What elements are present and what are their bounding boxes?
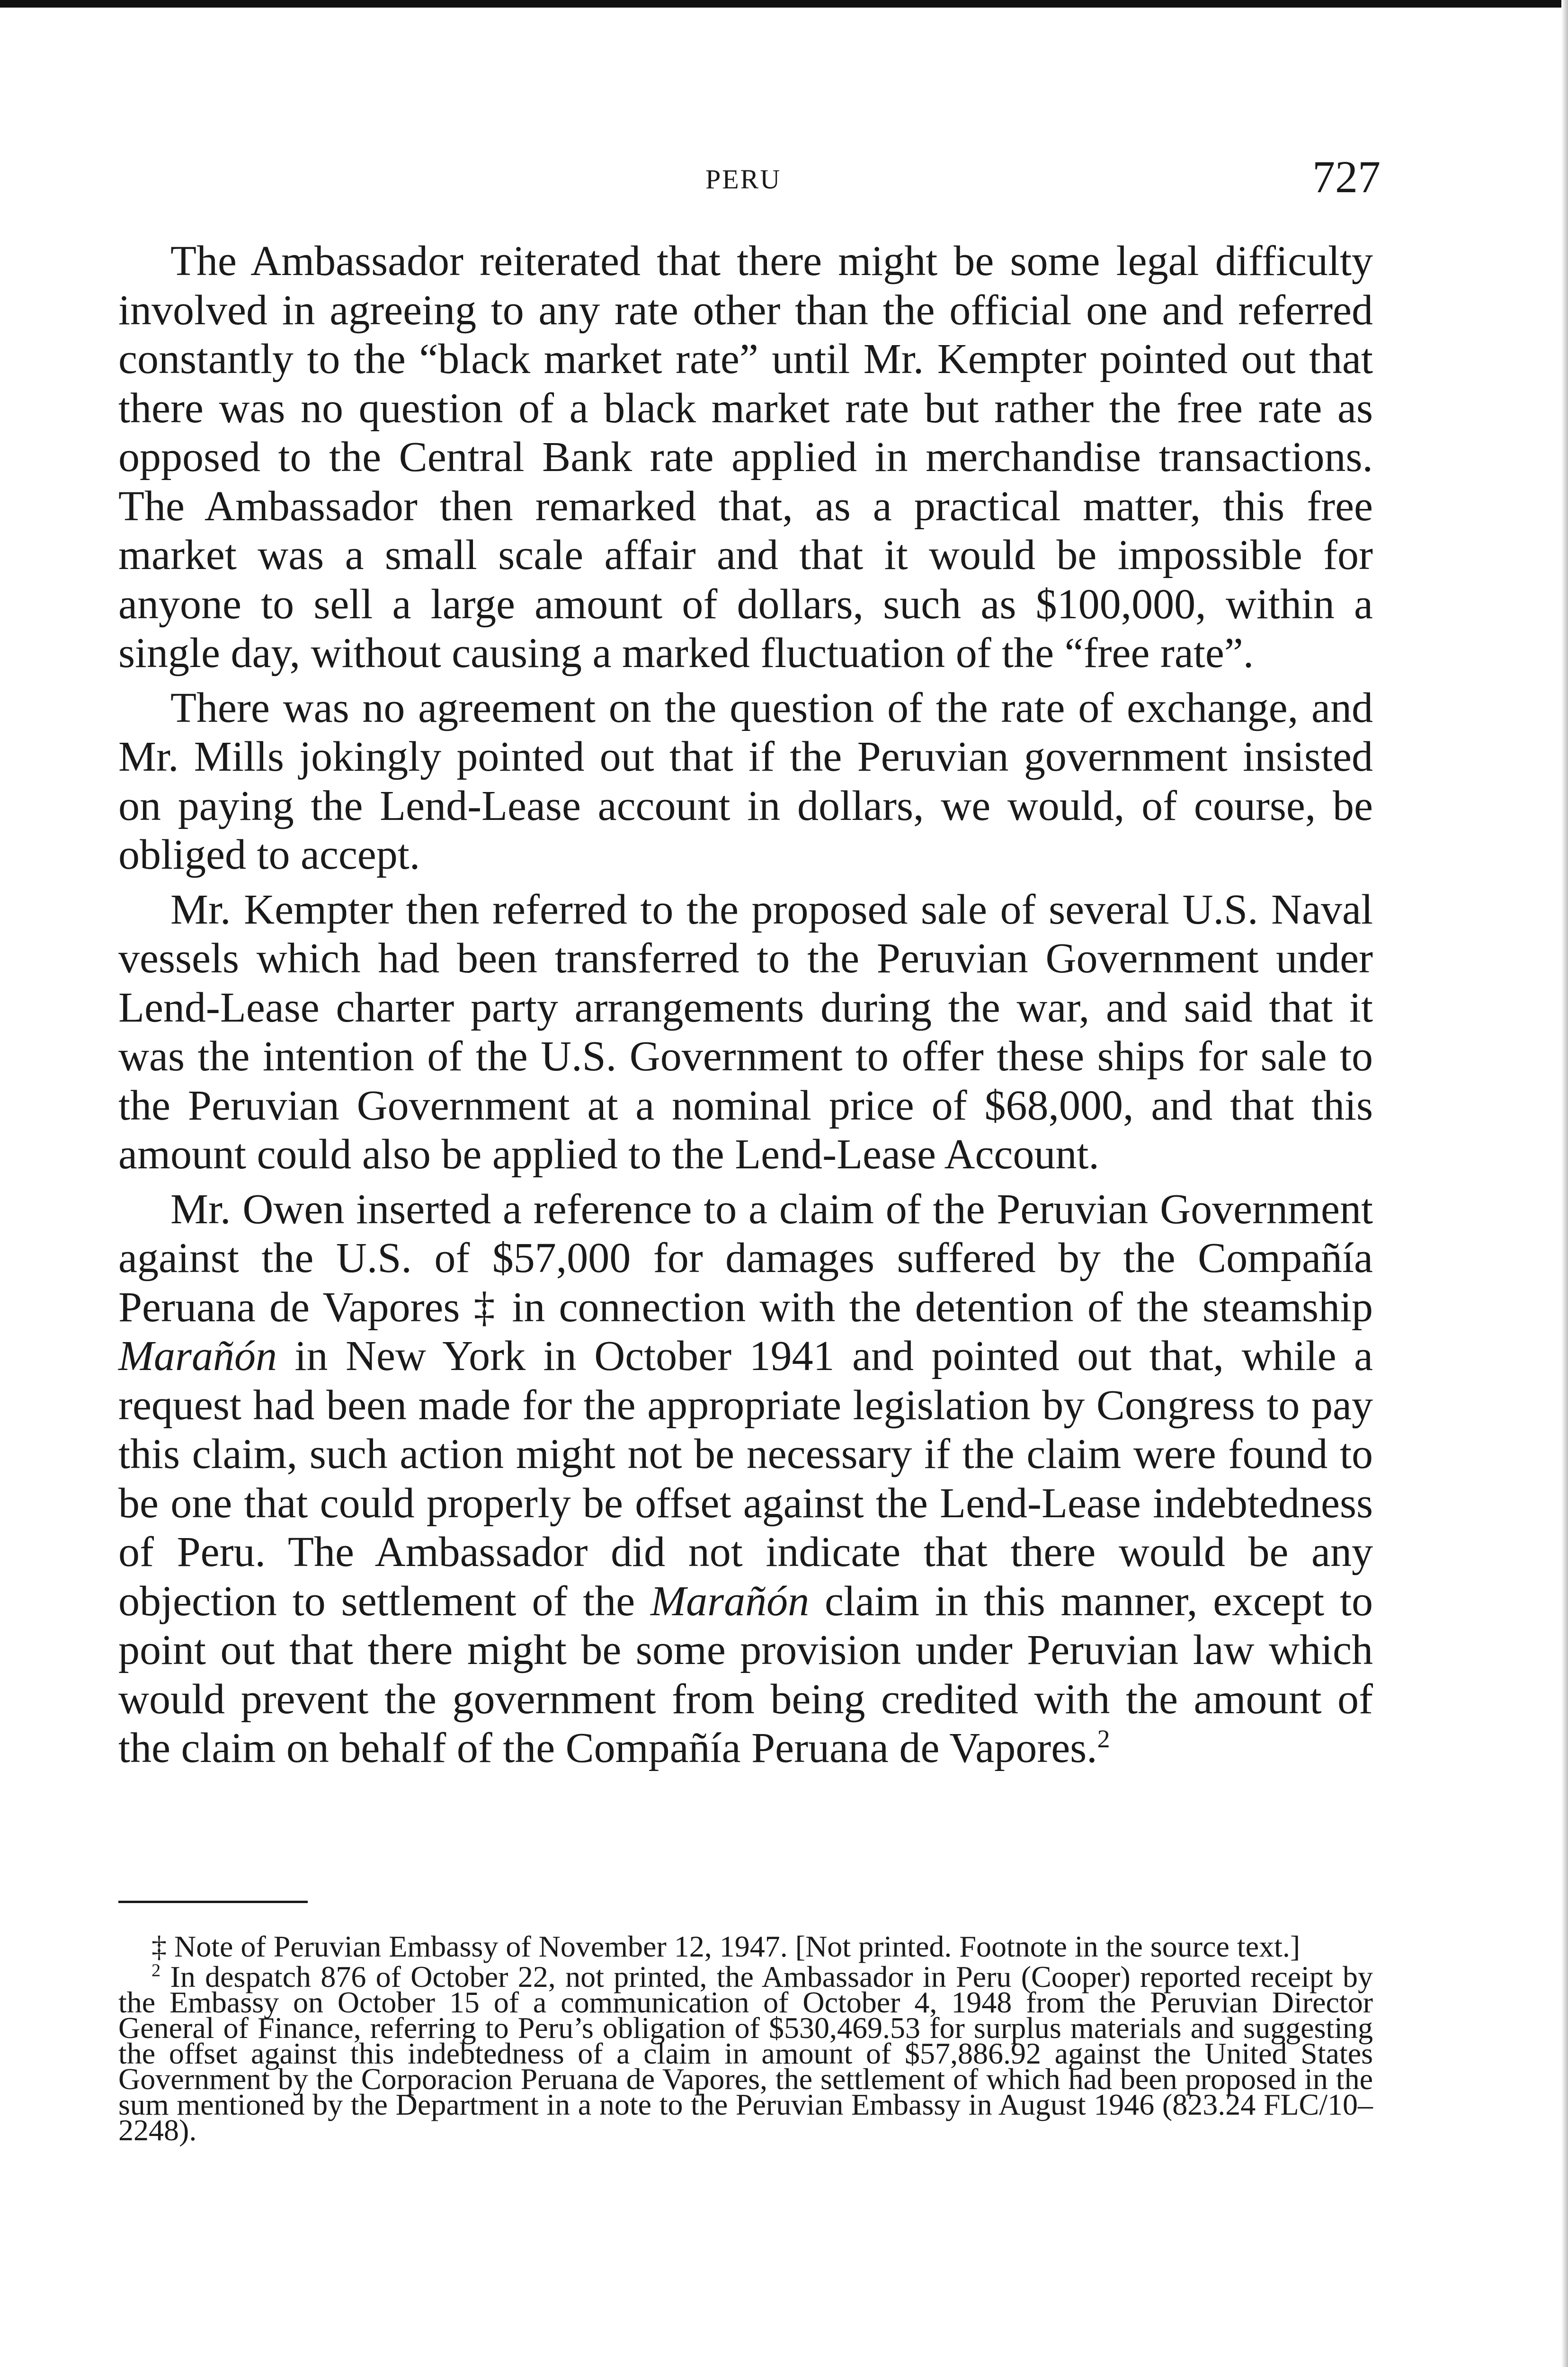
- footnote-2: [118, 1960, 1373, 2147]
- paragraph-4: [118, 1185, 1373, 1773]
- paragraph-1: The Ambassador reiterated that there might be some legal difficulty involved in agreeing to any rate other than the official one and referred constantly to the “black market rate” until Mr. Kempter pointed out that there was no question of a black market rate but rather the free rate as opposed to the Central Bank rate applied in merchandise transactions. The Ambassador then remarked that, as a practical matter, this free market was a small scale affair and that it would be impossible for anyone to sell a large amount of dollars, such as $100,000, within a single day, without causing a marked fluctuation of the “free rate”.: [118, 238, 1373, 676]
- footnote-2-marker: 2: [151, 1960, 161, 1981]
- paragraph-3: Mr. Kempter then referred to the proposed sale of several U.S. Naval vessels which had been transferred to the Peruvian Government under Lend-Lease charter party arrangements during the war, and said that it was the intention of the U.S. Government to offer these ships for sale to the Peruvian Government at a nominal price of $68,000, and that this amount could also be applied to the Lend-Lease Account.: [118, 886, 1373, 1178]
- footnote-divider: [118, 1901, 308, 1903]
- paragraph-4-part-c: claim in this manner, except to point out that there might be some provision under Peruvian law which would prevent the government from being credited with the amount of the claim on behalf of the Compañía Peruana de Vapores.: [118, 1577, 1373, 1771]
- footnotes: [118, 1930, 1373, 2148]
- footnote-2-text: In despatch 876 of October 22, not printed, the Ambassador in Peru (Cooper) reported receipt by the Embassy on October 15 of a communication of October 4, 1948 from the Peruvian Director General of Finance, referring to Peru’s obligation of $530,469.53 for surplus materials and suggesting the offset against this indebtedness of a claim in amount of $57,886.92 against the United States Government by the Corporacion Peruana de Vapores, the settlement of which had been proposed in the sum mentioned by the Department in a note to the Peruvian Embassy in August 1946 (823.24 FLC/10–2248).: [118, 1960, 1373, 2147]
- right-scan-edge: [1561, 0, 1568, 2367]
- footnote-dagger: ‡ Note of Peruvian Embassy of November 12, 1947. [Not printed. Footnote in the source text.]: [151, 1930, 1301, 1963]
- running-head: PERU: [705, 164, 782, 195]
- paragraph-2: There was no agreement on the question of the rate of exchange, and Mr. Mills jokingly pointed out that if the Peruvian government insisted on paying the Lend-Lease account in dollars, we would, of course, be obliged to accept.: [118, 684, 1373, 878]
- ship-name: Marañón: [118, 1333, 277, 1379]
- page-number: 727: [1312, 151, 1381, 202]
- paragraph-4-part-a: Mr. Owen inserted a reference to a claim of the Peruvian Government against the U.S. of $57,000 for damages suffered by the Compañía Peruana de Vapores ‡ in connection with the detention of the steamship: [118, 1185, 1373, 1331]
- ship-name: Marañón: [650, 1577, 810, 1625]
- paragraph-4-part-b: in New York in October 1941 and pointed out that, while a request had been made for the appropriate legislation by Congress to pay this claim, such action might not be necessary if the claim were found to be one that could properly be offset against the Lend-Lease indebtedness of Peru. The Ambassador did not indicate that there would be any objection to settlement of the: [118, 1333, 1373, 1625]
- body-text: [118, 237, 1373, 1779]
- top-scan-border: [0, 0, 1568, 8]
- footnote-reference-2: 2: [1097, 1725, 1110, 1753]
